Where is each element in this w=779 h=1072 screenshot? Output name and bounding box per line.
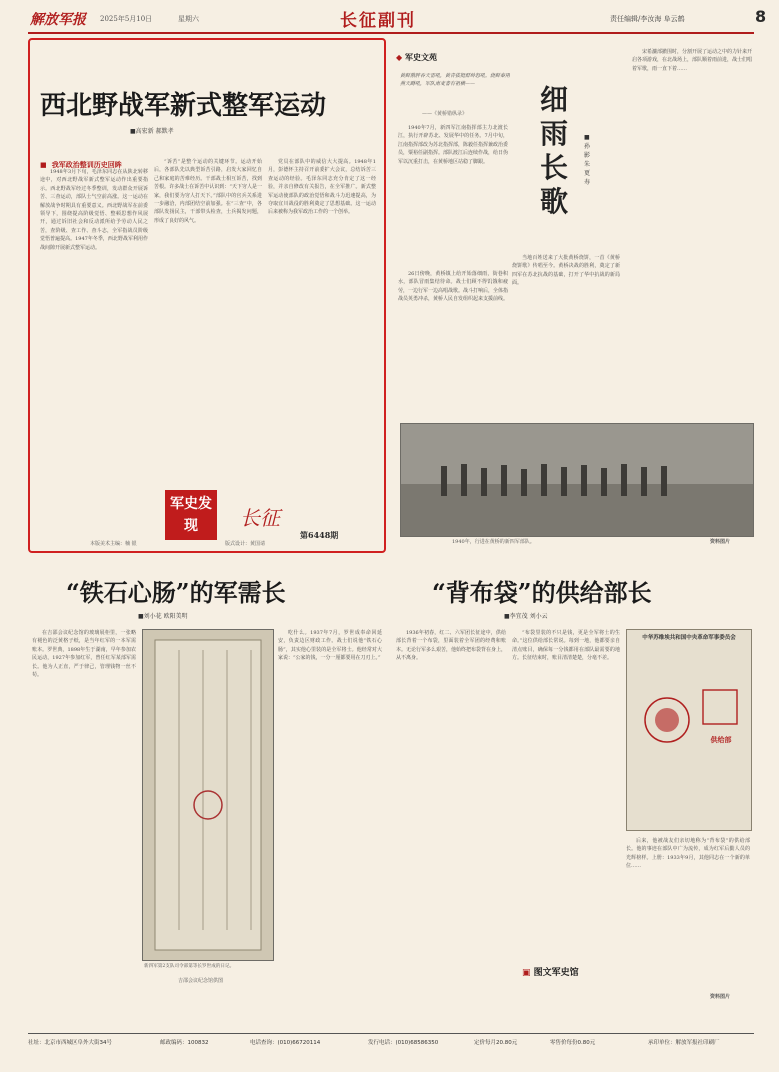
certificate-photo	[626, 629, 752, 831]
cert-header-text: 中华苏维埃共和国中央革命军事委员会	[642, 635, 736, 641]
right-poem-source: ——《黄桥错纵录》	[422, 111, 468, 117]
right-tag-text: 军史文苑	[404, 53, 437, 62]
footer-price-each: 零售价每份0.80元	[550, 1040, 596, 1046]
br-photo-credit: 资料图片	[710, 994, 731, 1000]
footer-address: 社址：北京市西城区阜外大街34号	[28, 1040, 112, 1046]
date: 2025年5月10日	[100, 15, 153, 23]
header-rule	[28, 32, 754, 34]
right-col3: 当地百姓送来了大批黄桥烧饼，一首《黄桥烧饼歌》传唱至今。黄桥决战的胜利，奠定了新四军在苏北抗战的基础，打开了华中抗战的新局面。	[512, 255, 620, 287]
bottom-left-article	[28, 565, 386, 1010]
ledger-credit: 吉邵会议纪念馆供图	[178, 978, 224, 984]
bottom-right-article	[392, 565, 754, 1010]
layout-credit: 版式设计：黄国请	[225, 541, 266, 547]
editors: 责任编辑/李汝海 阜云鹤	[610, 15, 685, 23]
right-title-text: 细雨长歌	[540, 83, 569, 218]
footer-rule	[28, 1033, 754, 1034]
bookmark-icon: ◆	[396, 53, 403, 62]
right-col2: 26日傍晚，黄桥镇上给开始落细雨，街巷积水，部队冒雨集结待命。战士们顾不得饥饿和疲劳，一边行军一边高唱战歌。战斗打响后，全体指战员英勇冲杀，黄桥人民自发组织起来支援前线。	[398, 271, 508, 303]
folder-icon: ▣	[522, 968, 531, 978]
troops-photo-caption: 1940年，行进在黄桥的新四军部队。	[452, 539, 535, 545]
history-stamp	[165, 490, 217, 540]
main-col2: “诉苦”是整个运动的关键环节。运动开始后，各部队先以典型诉苦引路，启发大家回忆自己和家庭的苦难经历。干部战士相互诉苦，找到苦根。许多战士在诉苦中认识到：“天下穷人是一家，我们要为穷人打天下。”部队中的官兵关系进一步融洽，内部团结空前加强。在“三查”中，各部队发扬民主，干部带头检查，士兵揭发问题，形成了良好的风气。	[154, 159, 262, 224]
right-article-tag	[396, 52, 437, 63]
right-article	[392, 38, 754, 553]
section-title: 长征副刊	[340, 11, 416, 31]
footer	[28, 1038, 754, 1050]
masthead	[0, 0, 779, 34]
bl-title: “铁石心肠”的军需长	[66, 578, 286, 607]
troops-photo-svg	[401, 424, 753, 536]
troops-photo	[400, 423, 754, 537]
br-tag	[522, 965, 579, 978]
br-title: “背布袋”的供给部长	[432, 578, 652, 607]
brush-signature: 长征	[240, 506, 280, 530]
main-article-title: 西北野战军新式整军运动	[40, 91, 327, 121]
designer-credit: 本版美术主编：楠 银	[90, 541, 137, 547]
issue-number: 第6448期	[300, 530, 339, 540]
main-subhead-text: 我军政治整训历史回眸	[51, 160, 122, 169]
footer-dist: 发行电话：(010)68586350	[368, 1040, 439, 1046]
br-col2: “布袋里装的不只是钱，更是全军将士的生命。”这位供给部长常说。每到一地，他都要亲自清点账目，确保每一分钱都用在部队最需要的地方。长征结束时，账目清清楚楚，分毫不差。	[512, 630, 620, 662]
ledger-caption: 新四军第2支队司令部第等长罗世成的日记。	[144, 964, 235, 969]
main-col1: 1948年3月下旬，毛泽东同志在从陕北转移途中，对西北野战军新式整军运动作出重要指示。西北野战军经过冬季整训，发动群众开展诉苦、三查运动，部队士气空前高涨。这一运动在解放战争时期具有重要意义。西北野战军在前委领导下，围绕提高阶级觉悟、整顿思想作风展开，通过诉旧社会和反动派所给予劳动人民之苦，查阶级、查工作、查斗志，全军指战员阶级觉悟普遍提高。1947年冬季，西北野战军利用作战间隙开展新式整军运动。	[40, 169, 148, 251]
right-col1: 1940年7月，新四军江南指挥部主力北渡长江，执行开辟苏北、发展华中的任务。7月中旬，江南指挥部改为苏北指挥部，陈毅任指挥兼政治委员，粟裕任副指挥。部队渡江后连续作战，给日伪军以沉重打击，在黄桥地区站稳了脚跟。	[398, 125, 508, 165]
main-article-box	[28, 38, 386, 553]
footer-postcode: 邮政编码：100832	[160, 1040, 209, 1046]
weekday: 星期六	[178, 15, 199, 23]
main-col3: 党员在部队中的威信大大提高。1948年1月，彭德怀主持召开前委扩大会议，总结诉苦三查运动的经验。毛泽东同志充分肯定了这一经验，并亲自修改有关报告，在全军推广。新式整军运动使部队的政治觉悟和战斗力迅速提高，为夺取宜川战役的胜利奠定了思想基础。这一运动后来被称为我军政治工作的一个创举。	[268, 159, 376, 216]
br-tag-text: 图文军史馆	[533, 968, 579, 978]
ledger-photo-svg	[143, 630, 273, 960]
footer-printer: 承印单位：解放军报社印刷厂	[648, 1040, 720, 1046]
br-author: ■李宜茂 刘小云	[504, 613, 548, 620]
footer-price-year: 定价每月20.80元	[474, 1040, 518, 1046]
certificate-svg	[627, 630, 751, 830]
right-article-author: ■孙 影 朱更寿	[584, 134, 591, 186]
bl-col1: 在吉邵会议纪念馆的玻璃展柜里，一张略有褪色的泛黄格子纸，是当年红军的一本军需账本。罗世典，1898年生于湖南，早年参加农民运动，1927年参加红军，曾任红军某部军需长。他为人正直，严于律己，管理钱物一丝不苟。	[32, 630, 136, 679]
right-poem: 黄鲜傲胖吞天雷吼，黄青拔挺群岭怒吼。烧鲜秦用燕天蹲吼，军队南麦者有祖横——	[400, 73, 510, 88]
square-icon: ■	[40, 161, 47, 169]
right-article-title	[540, 83, 580, 219]
troops-photo-credit: 资料图片	[710, 539, 731, 545]
footer-phone: 电话查询：(010)66720114	[250, 1040, 321, 1046]
ledger-photo	[142, 629, 274, 961]
paper-name: 解放军报	[30, 12, 86, 28]
br-col1: 1936年初春，红二、六军团长征途中，供给部长背着一个布袋，里面装着全军团的经费和账本。无论行军多么艰苦，他始终把布袋背在身上，从不离身。	[396, 630, 506, 662]
stamp-text: 军史发现	[170, 496, 212, 534]
page-number: 8	[755, 7, 767, 26]
bl-col2: 吃什么。1937年7月，罗世成奉命回延安，负责边区财政工作。战士们说他“铁石心肠”，其实他心里装的是全军将士。他经常对大家说：“公家的钱，一分一厘都要用在刀刃上。”	[278, 630, 382, 662]
bl-author: ■刘小花 欧阳美明	[138, 613, 188, 620]
main-article-author: ■高宏新 郝默孝	[130, 128, 174, 135]
cert-seal-text: 供给部	[710, 735, 732, 744]
br-col3: 后来，他被战友们亲切地称为“背布袋”的供给部长。他的事迹在部队中广为流传，成为红军后勤人员的光辉榜样。上册：1933年9月，其他同志在一个新的单位……	[626, 838, 750, 870]
right-col4: 宋希濂部撤围时，分割开展了运动之中的力针来开启各项游戏，在北战场上，部队顺着雨前进，战士们唱着军歌，雨一直下着……	[632, 49, 752, 72]
